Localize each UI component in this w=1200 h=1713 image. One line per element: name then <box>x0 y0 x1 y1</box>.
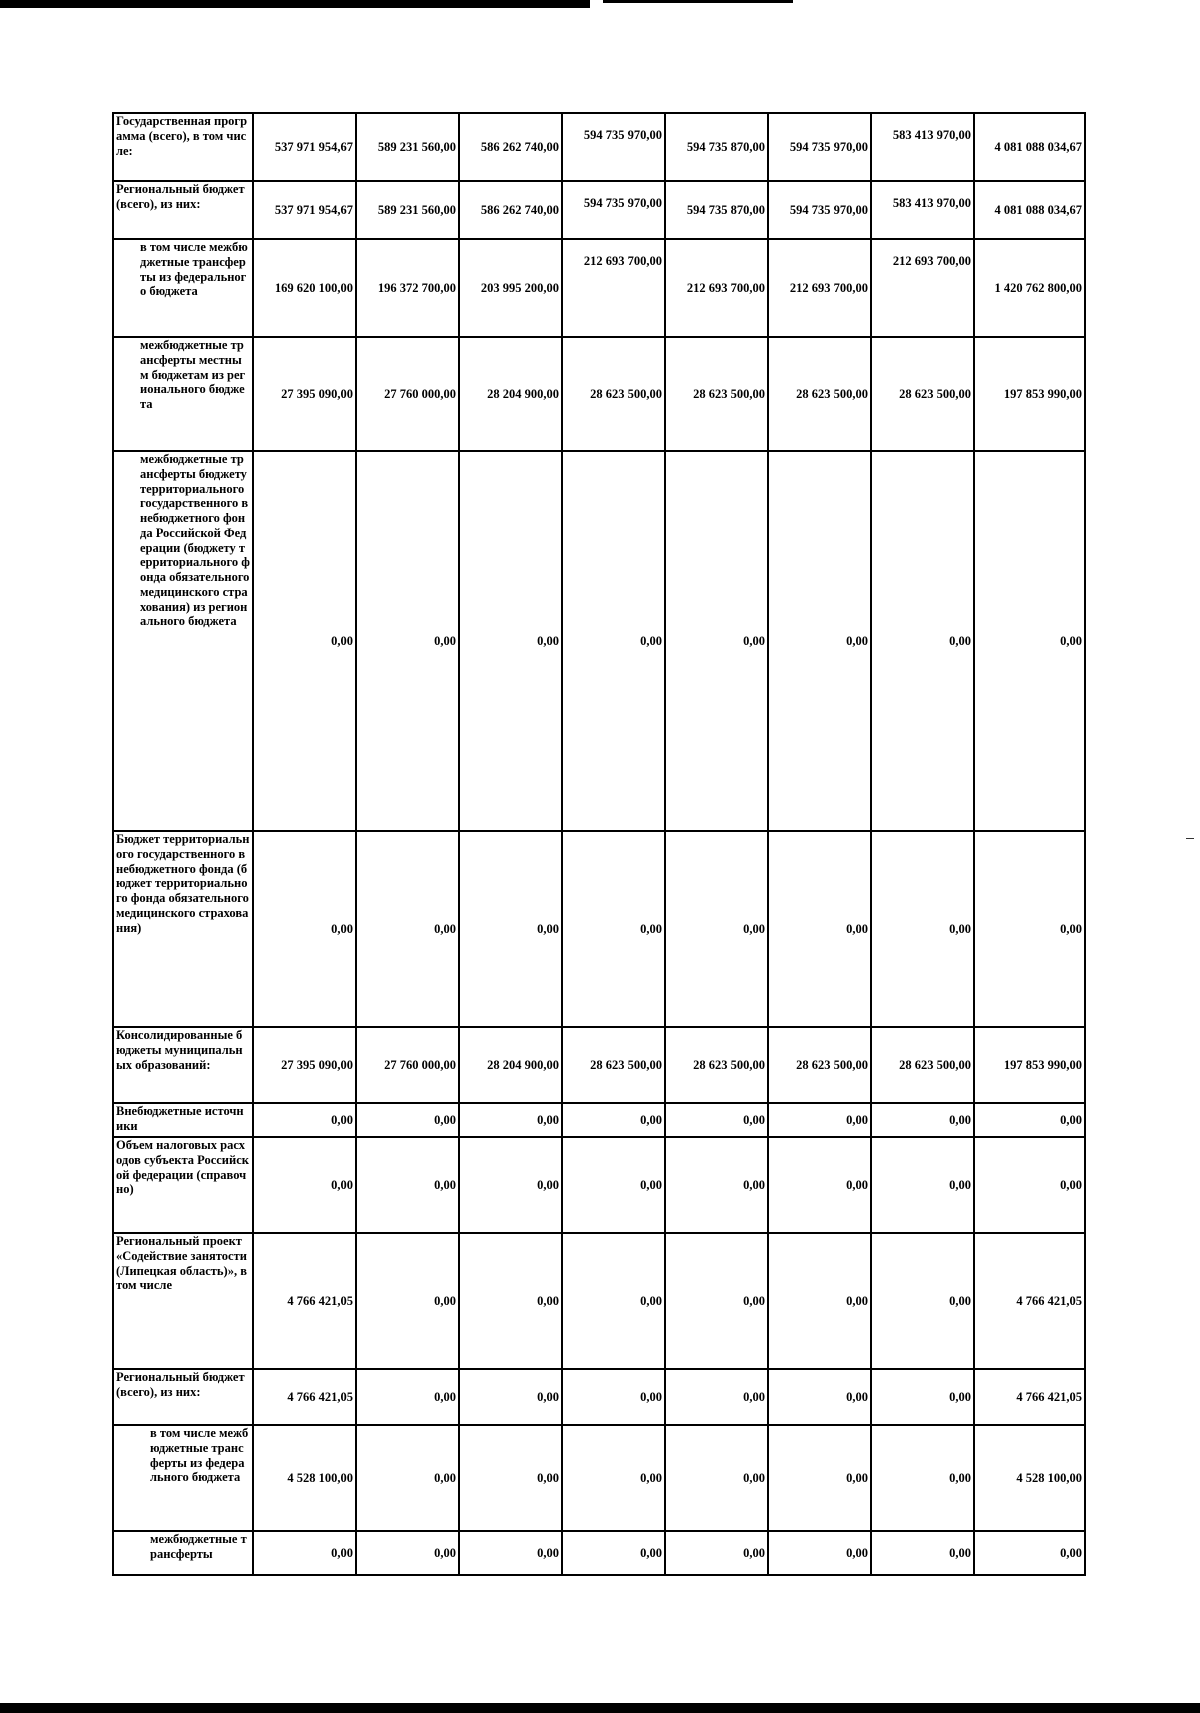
value-cell: 0,00 <box>356 1369 459 1425</box>
row-label: Региональный проект «Содействие занятости (Липецкая область)», в том числе <box>113 1233 253 1369</box>
table-row <box>113 1531 1085 1575</box>
value-cell: 4 766 421,05 <box>253 1233 356 1369</box>
value-cell: 4 081 088 034,67 <box>974 181 1085 239</box>
value-cell: 0,00 <box>562 1425 665 1531</box>
value-cell: 0,00 <box>459 1531 562 1575</box>
value-cell: 212 693 700,00 <box>562 239 665 337</box>
value-cell: 0,00 <box>974 1137 1085 1233</box>
value-cell: 0,00 <box>253 1103 356 1137</box>
row-label: Объем налоговых расходов субъекта Российской федерации (справочно) <box>113 1137 253 1233</box>
table-row <box>113 1027 1085 1103</box>
table-row <box>113 1369 1085 1425</box>
value-cell: 0,00 <box>871 1137 974 1233</box>
scan-edge-mark <box>0 1703 1200 1713</box>
value-cell: 0,00 <box>768 1531 871 1575</box>
value-cell: 169 620 100,00 <box>253 239 356 337</box>
row-label: Региональный бюджет (всего), из них: <box>113 181 253 239</box>
value-cell: 0,00 <box>356 1137 459 1233</box>
value-cell: 594 735 970,00 <box>562 181 665 239</box>
budget-table <box>112 112 1086 1576</box>
row-label: межбюджетные трансферты бюджету территориального государственного внебюджетного фонда Российской Федерации (бюджету территориального фонда обязательного медицинского страхования) из регионального бюджета <box>113 451 253 831</box>
value-cell: 0,00 <box>356 1425 459 1531</box>
value-cell: 0,00 <box>562 1233 665 1369</box>
value-cell: 0,00 <box>253 1137 356 1233</box>
value-cell: 0,00 <box>665 1103 768 1137</box>
table-row <box>113 239 1085 337</box>
value-cell: 0,00 <box>974 1103 1085 1137</box>
value-cell: 0,00 <box>871 1369 974 1425</box>
value-cell: 27 395 090,00 <box>253 1027 356 1103</box>
value-cell: 28 623 500,00 <box>871 1027 974 1103</box>
value-cell: 4 528 100,00 <box>974 1425 1085 1531</box>
value-cell: 0,00 <box>871 1103 974 1137</box>
value-cell: 586 262 740,00 <box>459 113 562 181</box>
table-row <box>113 831 1085 1027</box>
scan-edge-mark <box>603 0 793 3</box>
table-row <box>113 113 1085 181</box>
value-cell: 594 735 870,00 <box>665 181 768 239</box>
value-cell: 583 413 970,00 <box>871 181 974 239</box>
value-cell: 0,00 <box>459 1137 562 1233</box>
value-cell: 0,00 <box>768 831 871 1027</box>
value-cell: 203 995 200,00 <box>459 239 562 337</box>
row-label: Бюджет территориального государственного внебюджетного фонда (бюджет территориального фонда обязательного медицинского страхования) <box>113 831 253 1027</box>
table-row <box>113 1425 1085 1531</box>
value-cell: 212 693 700,00 <box>665 239 768 337</box>
value-cell: 0,00 <box>974 451 1085 831</box>
table-row <box>113 337 1085 451</box>
value-cell: 0,00 <box>871 1233 974 1369</box>
value-cell: 0,00 <box>665 451 768 831</box>
value-cell: 0,00 <box>768 1137 871 1233</box>
table-row <box>113 1233 1085 1369</box>
value-cell: 0,00 <box>356 831 459 1027</box>
value-cell: 586 262 740,00 <box>459 181 562 239</box>
value-cell: 28 623 500,00 <box>665 337 768 451</box>
value-cell: 0,00 <box>562 1103 665 1137</box>
value-cell: 0,00 <box>459 1425 562 1531</box>
value-cell: 0,00 <box>768 1233 871 1369</box>
value-cell: 0,00 <box>768 1369 871 1425</box>
value-cell: 0,00 <box>459 451 562 831</box>
value-cell: 1 420 762 800,00 <box>974 239 1085 337</box>
value-cell: 27 760 000,00 <box>356 1027 459 1103</box>
row-label: Региональный бюджет (всего), из них: <box>113 1369 253 1425</box>
value-cell: 0,00 <box>871 1531 974 1575</box>
row-label: Консолидированные бюджеты муниципальных образований: <box>113 1027 253 1103</box>
value-cell: 0,00 <box>562 831 665 1027</box>
value-cell: 0,00 <box>562 451 665 831</box>
value-cell: 0,00 <box>871 831 974 1027</box>
value-cell: 537 971 954,67 <box>253 181 356 239</box>
row-label: межбюджетные трансферты <box>113 1531 253 1575</box>
value-cell: 27 760 000,00 <box>356 337 459 451</box>
value-cell: 0,00 <box>253 831 356 1027</box>
value-cell: 4 766 421,05 <box>974 1233 1085 1369</box>
value-cell: 28 623 500,00 <box>768 337 871 451</box>
value-cell: 0,00 <box>974 831 1085 1027</box>
row-label: в том числе межбюджетные трансферты из федерального бюджета <box>113 239 253 337</box>
value-cell: 0,00 <box>665 1531 768 1575</box>
value-cell: 4 766 421,05 <box>253 1369 356 1425</box>
scan-edge-mark <box>1186 838 1194 839</box>
value-cell: 0,00 <box>562 1137 665 1233</box>
value-cell: 28 623 500,00 <box>562 1027 665 1103</box>
value-cell: 0,00 <box>871 451 974 831</box>
table-row <box>113 1137 1085 1233</box>
value-cell: 0,00 <box>768 1425 871 1531</box>
value-cell: 4 528 100,00 <box>253 1425 356 1531</box>
row-label: в том числе межбюджетные трансферты из федерального бюджета <box>113 1425 253 1531</box>
value-cell: 594 735 970,00 <box>768 113 871 181</box>
value-cell: 0,00 <box>665 1137 768 1233</box>
value-cell: 28 204 900,00 <box>459 337 562 451</box>
row-label: межбюджетные трансферты местным бюджетам из регионального бюджета <box>113 337 253 451</box>
value-cell: 594 735 970,00 <box>768 181 871 239</box>
value-cell: 0,00 <box>665 831 768 1027</box>
value-cell: 537 971 954,67 <box>253 113 356 181</box>
table-row <box>113 451 1085 831</box>
value-cell: 28 623 500,00 <box>562 337 665 451</box>
row-label: Государственная программа (всего), в том числе: <box>113 113 253 181</box>
scan-edge-mark <box>0 0 590 8</box>
value-cell: 0,00 <box>562 1531 665 1575</box>
value-cell: 0,00 <box>768 451 871 831</box>
value-cell: 4 081 088 034,67 <box>974 113 1085 181</box>
value-cell: 212 693 700,00 <box>871 239 974 337</box>
value-cell: 0,00 <box>768 1103 871 1137</box>
value-cell: 27 395 090,00 <box>253 337 356 451</box>
value-cell: 0,00 <box>871 1425 974 1531</box>
value-cell: 196 372 700,00 <box>356 239 459 337</box>
value-cell: 28 623 500,00 <box>768 1027 871 1103</box>
value-cell: 0,00 <box>356 451 459 831</box>
value-cell: 0,00 <box>253 1531 356 1575</box>
value-cell: 0,00 <box>356 1531 459 1575</box>
value-cell: 0,00 <box>356 1103 459 1137</box>
table-row <box>113 1103 1085 1137</box>
value-cell: 28 204 900,00 <box>459 1027 562 1103</box>
value-cell: 4 766 421,05 <box>974 1369 1085 1425</box>
value-cell: 0,00 <box>356 1233 459 1369</box>
table-row <box>113 181 1085 239</box>
value-cell: 0,00 <box>665 1369 768 1425</box>
value-cell: 0,00 <box>665 1233 768 1369</box>
value-cell: 0,00 <box>459 1233 562 1369</box>
value-cell: 212 693 700,00 <box>768 239 871 337</box>
value-cell: 0,00 <box>459 831 562 1027</box>
value-cell: 0,00 <box>459 1103 562 1137</box>
value-cell: 197 853 990,00 <box>974 337 1085 451</box>
value-cell: 0,00 <box>974 1531 1085 1575</box>
value-cell: 0,00 <box>562 1369 665 1425</box>
row-label: Внебюджетные источники <box>113 1103 253 1137</box>
value-cell: 0,00 <box>459 1369 562 1425</box>
value-cell: 583 413 970,00 <box>871 113 974 181</box>
value-cell: 589 231 560,00 <box>356 181 459 239</box>
value-cell: 0,00 <box>253 451 356 831</box>
value-cell: 594 735 870,00 <box>665 113 768 181</box>
value-cell: 589 231 560,00 <box>356 113 459 181</box>
value-cell: 28 623 500,00 <box>665 1027 768 1103</box>
value-cell: 594 735 970,00 <box>562 113 665 181</box>
value-cell: 0,00 <box>665 1425 768 1531</box>
value-cell: 197 853 990,00 <box>974 1027 1085 1103</box>
value-cell: 28 623 500,00 <box>871 337 974 451</box>
